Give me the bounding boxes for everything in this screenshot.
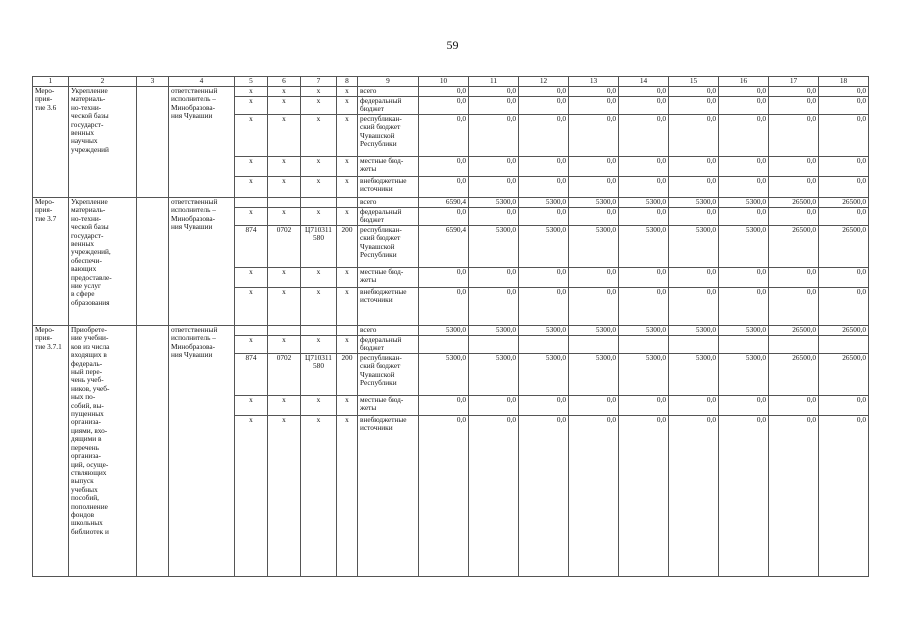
budget-code-cell: x xyxy=(235,336,268,354)
budget-code-cell: 200 xyxy=(337,226,358,268)
amount-cell: 0,0 xyxy=(569,87,619,97)
amount-cell: 0,0 xyxy=(669,97,719,115)
executor-cell: ответственный исполнитель – Минобразова- ния Чувашии xyxy=(169,198,235,326)
amount-cell: 5300,0 xyxy=(569,198,619,208)
amount-cell xyxy=(669,336,719,354)
funding-source: местные бюд- жеты xyxy=(358,268,419,288)
column-3-cell xyxy=(137,198,169,326)
amount-cell: 0,0 xyxy=(419,115,469,157)
amount-cell: 0,0 xyxy=(769,288,819,326)
budget-code-cell: x xyxy=(268,288,301,326)
budget-code-cell xyxy=(268,198,301,208)
amount-cell: 26500,0 xyxy=(769,326,819,336)
budget-code-cell: x xyxy=(301,115,337,157)
header-cell: 17 xyxy=(769,77,819,87)
funding-source: всего xyxy=(358,198,419,208)
amount-cell: 0,0 xyxy=(769,268,819,288)
activity-code: Меро- прия- тие 3.7 xyxy=(33,198,69,326)
amount-cell: 5300,0 xyxy=(719,226,769,268)
funding-source: всего xyxy=(358,326,419,336)
amount-cell: 0,0 xyxy=(419,177,469,198)
amount-cell: 0,0 xyxy=(619,97,669,115)
amount-cell: 0,0 xyxy=(819,288,869,326)
budget-code-cell xyxy=(235,198,268,208)
amount-cell: 0,0 xyxy=(719,268,769,288)
amount-cell: 0,0 xyxy=(469,416,519,577)
executor-cell: ответственный исполнитель – Минобразова- ния Чувашии xyxy=(169,87,235,198)
amount-cell: 5300,0 xyxy=(569,226,619,268)
budget-code-cell xyxy=(301,198,337,208)
header-cell: 2 xyxy=(69,77,137,87)
funding-source: всего xyxy=(358,87,419,97)
funding-source: местные бюд- жеты xyxy=(358,396,419,416)
amount-cell: 0,0 xyxy=(619,396,669,416)
amount-cell: 0,0 xyxy=(669,208,719,226)
amount-cell: 0,0 xyxy=(469,97,519,115)
amount-cell: 0,0 xyxy=(519,115,569,157)
amount-cell: 26500,0 xyxy=(819,326,869,336)
amount-cell: 0,0 xyxy=(469,288,519,326)
amount-cell: 5300,0 xyxy=(519,354,569,396)
amount-cell: 0,0 xyxy=(569,288,619,326)
budget-code-cell: x xyxy=(235,288,268,326)
funding-source: федеральный бюджет xyxy=(358,208,419,226)
amount-cell xyxy=(469,336,519,354)
budget-code-cell: x xyxy=(337,416,358,577)
amount-cell: 0,0 xyxy=(419,416,469,577)
amount-cell xyxy=(819,336,869,354)
budget-code-cell: x xyxy=(301,87,337,97)
amount-cell: 0,0 xyxy=(719,208,769,226)
amount-cell: 0,0 xyxy=(569,396,619,416)
budget-code-cell: x xyxy=(235,115,268,157)
amount-cell: 0,0 xyxy=(419,87,469,97)
amount-cell: 5300,0 xyxy=(619,226,669,268)
activity-name: Приобрете- ние учебни- ков из числа входящих в федераль- ный пере- чень учеб- ников, учеб- ных по- собий, вы- пущенных организа- циями, вхо- дящими в перечень организа- ций, осуще- ствляющих выпуск учебных пособий, пополнение фондов школьных библиотек и xyxy=(69,326,137,577)
activity-code: Меро- прия- тие 3.6 xyxy=(33,87,69,198)
amount-cell: 0,0 xyxy=(719,177,769,198)
table-row xyxy=(33,198,869,208)
budget-code-cell: x xyxy=(301,288,337,326)
budget-code-cell: 0702 xyxy=(268,354,301,396)
amount-cell: 0,0 xyxy=(769,208,819,226)
budget-code-cell: x xyxy=(235,416,268,577)
amount-cell: 0,0 xyxy=(569,115,619,157)
amount-cell: 0,0 xyxy=(719,396,769,416)
header-cell: 16 xyxy=(719,77,769,87)
budget-code-cell: x xyxy=(337,97,358,115)
budget-code-cell: x xyxy=(301,396,337,416)
amount-cell: 0,0 xyxy=(469,87,519,97)
amount-cell: 0,0 xyxy=(469,208,519,226)
executor-cell: ответственный исполнитель – Минобразова- ния Чувашии xyxy=(169,326,235,577)
budget-code-cell xyxy=(268,326,301,336)
amount-cell: 0,0 xyxy=(719,416,769,577)
funding-source: внебюджетные источники xyxy=(358,416,419,577)
header-cell: 13 xyxy=(569,77,619,87)
amount-cell: 0,0 xyxy=(769,177,819,198)
header-cell: 12 xyxy=(519,77,569,87)
amount-cell: 0,0 xyxy=(519,416,569,577)
header-cell: 15 xyxy=(669,77,719,87)
amount-cell: 26500,0 xyxy=(769,198,819,208)
amount-cell: 26500,0 xyxy=(769,226,819,268)
amount-cell: 5300,0 xyxy=(469,354,519,396)
amount-cell: 0,0 xyxy=(569,268,619,288)
budget-code-cell: x xyxy=(235,208,268,226)
header-cell: 4 xyxy=(169,77,235,87)
amount-cell: 0,0 xyxy=(519,97,569,115)
amount-cell: 0,0 xyxy=(669,396,719,416)
amount-cell: 0,0 xyxy=(419,157,469,177)
budget-code-cell: x xyxy=(268,177,301,198)
amount-cell: 0,0 xyxy=(619,268,669,288)
budget-code-cell: x xyxy=(337,87,358,97)
funding-source: республикан- ский бюджет Чувашской Республики xyxy=(358,115,419,157)
amount-cell: 0,0 xyxy=(519,268,569,288)
budget-code-cell: x xyxy=(268,157,301,177)
amount-cell: 0,0 xyxy=(669,288,719,326)
amount-cell: 26500,0 xyxy=(819,354,869,396)
amount-cell: 5300,0 xyxy=(519,326,569,336)
header-cell: 18 xyxy=(819,77,869,87)
header-cell: 10 xyxy=(419,77,469,87)
budget-code-cell: x xyxy=(235,157,268,177)
amount-cell: 0,0 xyxy=(719,115,769,157)
funding-source: федеральный бюджет xyxy=(358,336,419,354)
amount-cell: 0,0 xyxy=(619,87,669,97)
budget-code-cell: x xyxy=(268,416,301,577)
amount-cell: 5300,0 xyxy=(569,354,619,396)
budget-code-cell: x xyxy=(301,177,337,198)
budget-code-cell: x xyxy=(235,268,268,288)
amount-cell: 5300,0 xyxy=(669,354,719,396)
activity-name: Укрепление материаль- но-техни- ческой базы государст- венных учреждений, обеспечи- вающих предоставле- ние услуг в сфере образования xyxy=(69,198,137,326)
budget-code-cell: x xyxy=(337,336,358,354)
budget-code-cell: x xyxy=(268,208,301,226)
amount-cell: 0,0 xyxy=(819,115,869,157)
amount-cell: 0,0 xyxy=(769,416,819,577)
amount-cell: 0,0 xyxy=(619,288,669,326)
amount-cell: 5300,0 xyxy=(569,326,619,336)
amount-cell: 0,0 xyxy=(819,87,869,97)
amount-cell xyxy=(519,336,569,354)
amount-cell: 0,0 xyxy=(669,268,719,288)
amount-cell: 0,0 xyxy=(569,208,619,226)
amount-cell: 5300,0 xyxy=(669,198,719,208)
amount-cell: 0,0 xyxy=(819,416,869,577)
budget-code-cell: x xyxy=(235,87,268,97)
budget-code-cell: x xyxy=(301,268,337,288)
header-cell: 1 xyxy=(33,77,69,87)
table-row xyxy=(33,326,869,336)
amount-cell: 0,0 xyxy=(519,177,569,198)
budget-code-cell: x xyxy=(337,177,358,198)
amount-cell: 0,0 xyxy=(469,157,519,177)
budget-code-cell: x xyxy=(301,157,337,177)
amount-cell: 0,0 xyxy=(519,157,569,177)
amount-cell: 0,0 xyxy=(719,97,769,115)
budget-code-cell xyxy=(301,326,337,336)
amount-cell: 0,0 xyxy=(769,396,819,416)
amount-cell: 0,0 xyxy=(419,208,469,226)
amount-cell: 0,0 xyxy=(519,396,569,416)
page-number: 59 xyxy=(446,38,459,52)
amount-cell: 5300,0 xyxy=(719,326,769,336)
amount-cell: 5300,0 xyxy=(469,198,519,208)
amount-cell: 5300,0 xyxy=(519,198,569,208)
column-3-cell xyxy=(137,326,169,577)
amount-cell: 0,0 xyxy=(469,268,519,288)
amount-cell: 5300,0 xyxy=(619,198,669,208)
amount-cell: 5300,0 xyxy=(519,226,569,268)
amount-cell: 0,0 xyxy=(619,416,669,577)
amount-cell: 0,0 xyxy=(719,288,769,326)
amount-cell: 0,0 xyxy=(769,115,819,157)
budget-code-cell: x xyxy=(337,208,358,226)
table-row xyxy=(33,87,869,97)
amount-cell: 5300,0 xyxy=(669,326,719,336)
header-cell: 11 xyxy=(469,77,519,87)
amount-cell xyxy=(419,336,469,354)
budget-code-cell: x xyxy=(337,268,358,288)
funding-source: федеральный бюджет xyxy=(358,97,419,115)
amount-cell: 0,0 xyxy=(669,157,719,177)
header-cell: 14 xyxy=(619,77,669,87)
header-row xyxy=(33,77,869,87)
amount-cell: 0,0 xyxy=(769,97,819,115)
budget-code-cell: x xyxy=(337,396,358,416)
budget-code-cell xyxy=(235,326,268,336)
budget-code-cell: 874 xyxy=(235,354,268,396)
budget-code-cell: x xyxy=(235,177,268,198)
amount-cell: 0,0 xyxy=(619,208,669,226)
amount-cell xyxy=(769,336,819,354)
budget-code-cell: 0702 xyxy=(268,226,301,268)
amount-cell: 0,0 xyxy=(819,268,869,288)
funding-source: местные бюд- жеты xyxy=(358,157,419,177)
header-cell: 5 xyxy=(235,77,268,87)
amount-cell: 6590,4 xyxy=(419,226,469,268)
amount-cell: 0,0 xyxy=(569,416,619,577)
amount-cell: 6590,4 xyxy=(419,198,469,208)
amount-cell: 5300,0 xyxy=(719,198,769,208)
amount-cell: 0,0 xyxy=(519,87,569,97)
amount-cell: 0,0 xyxy=(569,157,619,177)
budget-code-cell: x xyxy=(301,336,337,354)
budget-code-cell: Ц710311 580 xyxy=(301,354,337,396)
amount-cell: 0,0 xyxy=(419,288,469,326)
amount-cell: 0,0 xyxy=(769,157,819,177)
amount-cell: 0,0 xyxy=(819,177,869,198)
budget-code-cell: x xyxy=(268,396,301,416)
amount-cell: 0,0 xyxy=(819,208,869,226)
amount-cell: 0,0 xyxy=(669,177,719,198)
amount-cell xyxy=(619,336,669,354)
header-cell: 7 xyxy=(301,77,337,87)
amount-cell: 0,0 xyxy=(419,396,469,416)
amount-cell: 26500,0 xyxy=(819,198,869,208)
budget-code-cell: x xyxy=(337,288,358,326)
amount-cell: 0,0 xyxy=(619,115,669,157)
amount-cell: 0,0 xyxy=(519,288,569,326)
amount-cell: 0,0 xyxy=(769,87,819,97)
amount-cell: 0,0 xyxy=(669,416,719,577)
amount-cell: 0,0 xyxy=(669,87,719,97)
amount-cell: 0,0 xyxy=(719,157,769,177)
amount-cell: 0,0 xyxy=(519,208,569,226)
budget-code-cell: x xyxy=(268,115,301,157)
header-cell: 9 xyxy=(358,77,419,87)
funding-source: внебюджетные источники xyxy=(358,288,419,326)
column-3-cell xyxy=(137,87,169,198)
amount-cell: 5300,0 xyxy=(419,354,469,396)
funding-source: внебюджетные источники xyxy=(358,177,419,198)
amount-cell: 5300,0 xyxy=(469,226,519,268)
budget-code-cell xyxy=(337,198,358,208)
header-cell: 8 xyxy=(337,77,358,87)
amount-cell: 0,0 xyxy=(469,396,519,416)
budget-code-cell: x xyxy=(301,416,337,577)
budget-code-cell: x xyxy=(268,336,301,354)
amount-cell: 0,0 xyxy=(819,157,869,177)
amount-cell: 0,0 xyxy=(569,97,619,115)
amount-cell: 5300,0 xyxy=(669,226,719,268)
amount-cell: 0,0 xyxy=(619,177,669,198)
budget-code-cell: x xyxy=(337,157,358,177)
budget-code-cell xyxy=(337,326,358,336)
amount-cell xyxy=(569,336,619,354)
amount-cell xyxy=(719,336,769,354)
header-cell: 3 xyxy=(137,77,169,87)
budget-code-cell: 874 xyxy=(235,226,268,268)
amount-cell: 26500,0 xyxy=(769,354,819,396)
funding-source: республикан- ский бюджет Чувашской Республики xyxy=(358,354,419,396)
table-body xyxy=(33,77,869,577)
amount-cell: 5300,0 xyxy=(469,326,519,336)
amount-cell: 0,0 xyxy=(419,268,469,288)
budget-code-cell: x xyxy=(235,396,268,416)
amount-cell: 5300,0 xyxy=(419,326,469,336)
budget-code-cell: x xyxy=(268,268,301,288)
amount-cell: 0,0 xyxy=(669,115,719,157)
amount-cell: 5300,0 xyxy=(619,354,669,396)
amount-cell: 5300,0 xyxy=(619,326,669,336)
amount-cell: 0,0 xyxy=(819,396,869,416)
amount-cell: 0,0 xyxy=(469,177,519,198)
budget-code-cell: x xyxy=(235,97,268,115)
amount-cell: 5300,0 xyxy=(719,354,769,396)
budget-table xyxy=(32,76,869,577)
amount-cell: 0,0 xyxy=(569,177,619,198)
budget-code-cell: x xyxy=(268,87,301,97)
amount-cell: 0,0 xyxy=(469,115,519,157)
header-cell: 6 xyxy=(268,77,301,87)
budget-code-cell: x xyxy=(301,97,337,115)
amount-cell: 0,0 xyxy=(719,87,769,97)
activity-name: Укрепление материаль- но-техни- ческой базы государст- венных научных учреждений xyxy=(69,87,137,198)
amount-cell: 0,0 xyxy=(619,157,669,177)
budget-code-cell: 200 xyxy=(337,354,358,396)
budget-code-cell: x xyxy=(268,97,301,115)
funding-source: республикан- ский бюджет Чувашской Республики xyxy=(358,226,419,268)
budget-code-cell: Ц710311 580 xyxy=(301,226,337,268)
budget-code-cell: x xyxy=(301,208,337,226)
amount-cell: 0,0 xyxy=(819,97,869,115)
budget-code-cell: x xyxy=(337,115,358,157)
amount-cell: 0,0 xyxy=(419,97,469,115)
activity-code: Меро- прия- тие 3.7.1 xyxy=(33,326,69,577)
amount-cell: 26500,0 xyxy=(819,226,869,268)
